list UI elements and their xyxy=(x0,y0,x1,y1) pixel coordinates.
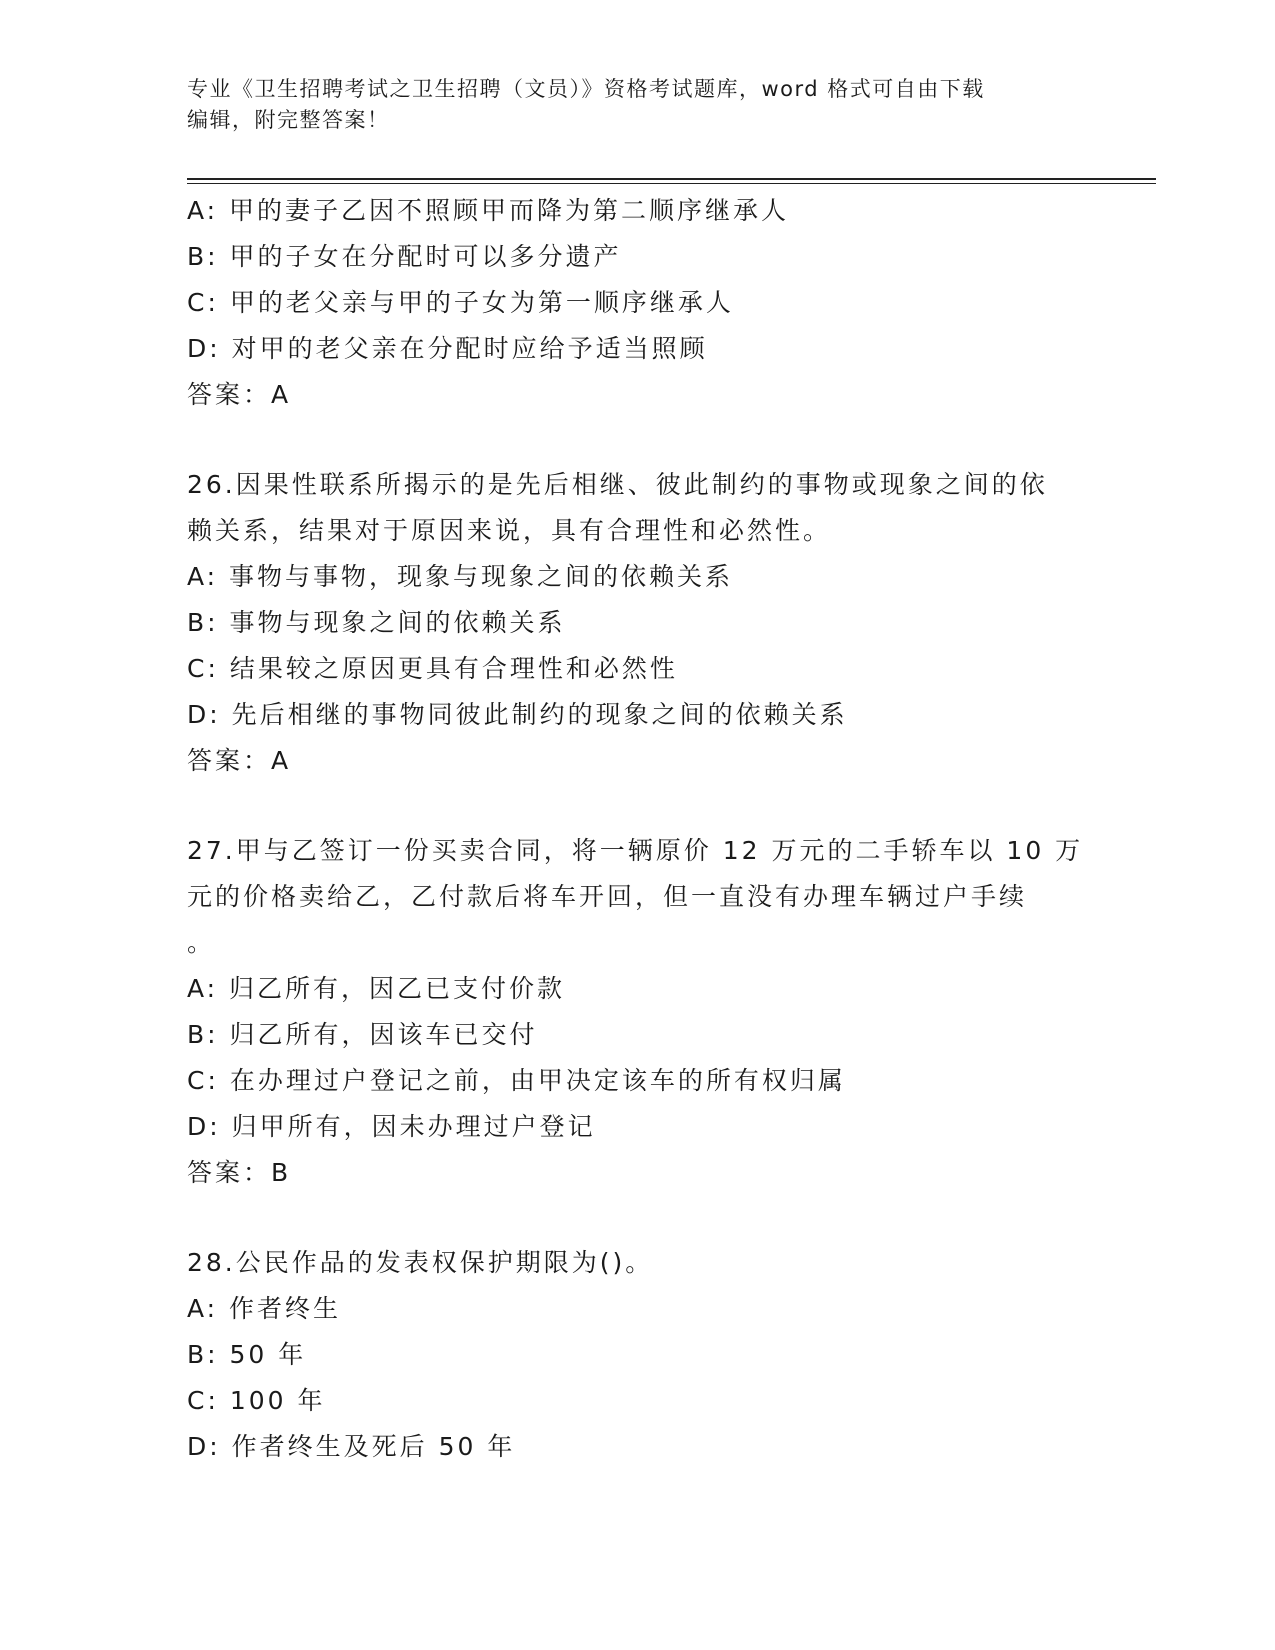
option-a: A: 作者终生 xyxy=(187,1294,342,1323)
header-divider-thick xyxy=(187,178,1156,180)
question-26 xyxy=(187,462,1087,784)
spacer xyxy=(187,418,1087,462)
option-b: B: 归乙所有，因该车已交付 xyxy=(187,1020,538,1049)
question-27 xyxy=(187,828,1087,1196)
header-divider-thin xyxy=(187,183,1156,184)
option-b: B: 事物与现象之间的依赖关系 xyxy=(187,608,566,637)
question-stem-line-1: 27.甲与乙签订一份买卖合同，将一辆原价 12 万元的二手轿车以 10 万 xyxy=(187,836,1084,865)
question-25 xyxy=(187,188,1087,418)
spacer xyxy=(187,1196,1087,1240)
header-line-1: 专业《卫生招聘考试之卫生招聘（文员）》资格考试题库，word 格式可自由下载 xyxy=(187,77,985,101)
question-28 xyxy=(187,1240,1087,1470)
option-c: C: 在办理过户登记之前，由甲决定该车的所有权归属 xyxy=(187,1066,846,1095)
option-a: A: 归乙所有，因乙已支付价款 xyxy=(187,974,566,1003)
option-c: C: 甲的老父亲与甲的子女为第一顺序继承人 xyxy=(187,288,734,317)
spacer xyxy=(187,784,1087,828)
question-stem-line-3: 。 xyxy=(187,928,216,957)
option-a: A: 事物与事物，现象与现象之间的依赖关系 xyxy=(187,562,734,591)
option-d: D: 作者终生及死后 50 年 xyxy=(187,1432,516,1461)
answer-line: 答案：A xyxy=(187,746,292,775)
question-stem-line-2: 赖关系，结果对于原因来说，具有合理性和必然性。 xyxy=(187,516,832,545)
question-list xyxy=(187,188,1087,1470)
answer-line: 答案：B xyxy=(187,1158,292,1187)
question-stem-line-1: 28.公民作品的发表权保护期限为()。 xyxy=(187,1248,654,1277)
option-d: D: 先后相继的事物同彼此制约的现象之间的依赖关系 xyxy=(187,700,848,729)
question-stem-line-2: 元的价格卖给乙，乙付款后将车开回，但一直没有办理车辆过户手续 xyxy=(187,882,1028,911)
document-header xyxy=(187,74,1067,136)
answer-line: 答案：A xyxy=(187,380,292,409)
option-c: C: 100 年 xyxy=(187,1386,326,1415)
header-line-2: 编辑，附完整答案！ xyxy=(187,108,390,132)
question-stem-line-1: 26.因果性联系所揭示的是先后相继、彼此制约的事物或现象之间的依 xyxy=(187,470,1048,499)
option-d: D: 归甲所有，因未办理过户登记 xyxy=(187,1112,596,1141)
option-b: B: 甲的子女在分配时可以多分遗产 xyxy=(187,242,622,271)
option-c: C: 结果较之原因更具有合理性和必然性 xyxy=(187,654,678,683)
option-b: B: 50 年 xyxy=(187,1340,307,1369)
option-d: D: 对甲的老父亲在分配时应给予适当照顾 xyxy=(187,334,708,363)
option-a: A: 甲的妻子乙因不照顾甲而降为第二顺序继承人 xyxy=(187,196,790,225)
